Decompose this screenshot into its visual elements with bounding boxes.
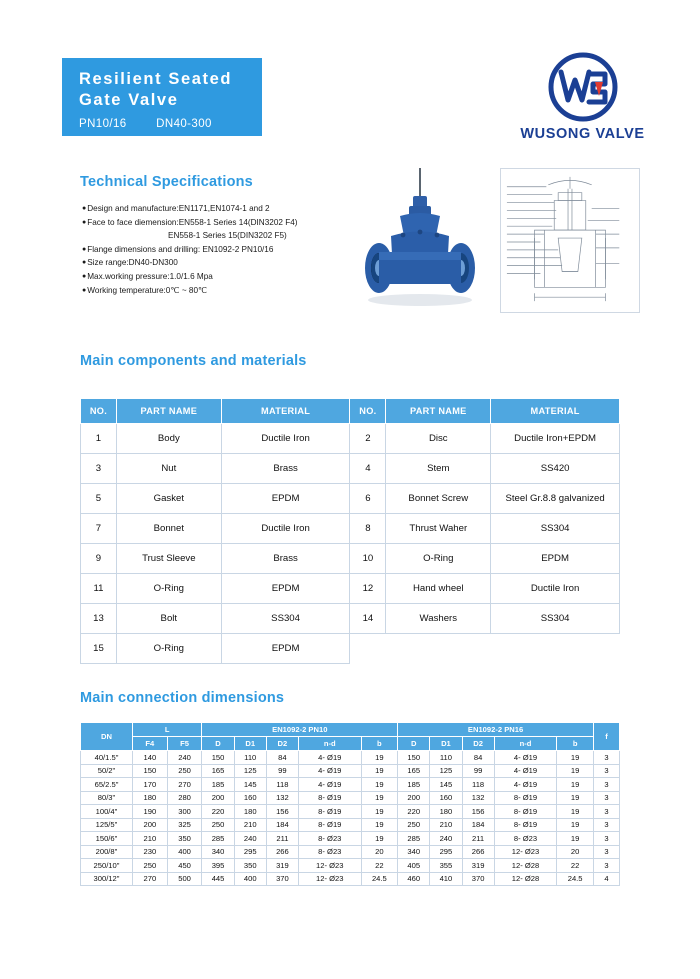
cell-d1-pn16: 125 bbox=[430, 764, 462, 778]
table-row bbox=[81, 751, 620, 765]
spec-item: ●Working temperature:0℃ ~ 80℃ bbox=[82, 285, 208, 295]
spec-item: ●Size range:DN40-DN300 bbox=[82, 258, 178, 268]
cell-d2-pn16: 319 bbox=[462, 859, 494, 873]
dimensions-table bbox=[80, 722, 620, 886]
cell-f: 3 bbox=[594, 832, 620, 846]
cell-nd-pn16: 8- Ø19 bbox=[494, 818, 557, 832]
table-row bbox=[81, 764, 620, 778]
cell-d-pn16: 200 bbox=[398, 791, 430, 805]
cell-nd-pn16: 12- Ø28 bbox=[494, 872, 557, 886]
cell-nd-pn10: 8- Ø23 bbox=[299, 845, 362, 859]
cell-d-pn16: 250 bbox=[398, 818, 430, 832]
cell-d-pn10: 340 bbox=[202, 845, 234, 859]
cell-d1-pn16: 240 bbox=[430, 832, 462, 846]
cell-no: 6 bbox=[350, 484, 386, 514]
cell-no: 15 bbox=[81, 634, 117, 664]
cell-d-pn10: 220 bbox=[202, 805, 234, 819]
cell-f4: 200 bbox=[133, 818, 168, 832]
cell-d2-pn16: 84 bbox=[462, 751, 494, 765]
cell-f: 3 bbox=[594, 805, 620, 819]
cell-f4: 180 bbox=[133, 791, 168, 805]
cell-b-pn16: 19 bbox=[557, 818, 594, 832]
spec-item: ●Design and manufacture:EN1171,EN1074-1 and 2 bbox=[82, 204, 270, 213]
cell-d2-pn16: 184 bbox=[462, 818, 494, 832]
components-heading: Main components and materials bbox=[80, 353, 307, 369]
valve-sectional-drawing bbox=[500, 168, 640, 313]
cell-b-pn10: 24.5 bbox=[361, 872, 398, 886]
cell-d1-pn10: 350 bbox=[234, 859, 266, 873]
cell-d1-pn10: 160 bbox=[234, 791, 266, 805]
product-title-block bbox=[62, 58, 262, 136]
spec-item: ●Flange dimensions and drilling: EN1092-2 PN10/16 bbox=[82, 244, 274, 254]
cell-f4: 230 bbox=[133, 845, 168, 859]
cell-no: 4 bbox=[350, 454, 386, 484]
cell-f: 3 bbox=[594, 778, 620, 792]
cell-dn: 100/4" bbox=[81, 805, 133, 819]
cell-b-pn16: 19 bbox=[557, 751, 594, 765]
col-b-pn10: b bbox=[361, 737, 398, 751]
table-row bbox=[81, 604, 620, 634]
col-group-pn16: EN1092-2 PN16 bbox=[398, 723, 594, 737]
cell-d-pn10: 285 bbox=[202, 832, 234, 846]
table-row bbox=[81, 484, 620, 514]
cell-b-pn10: 19 bbox=[361, 764, 398, 778]
cell-f5: 300 bbox=[167, 805, 202, 819]
cell-no: 3 bbox=[81, 454, 117, 484]
col-no-2: NO. bbox=[350, 399, 386, 424]
spec-item-continued: EN558-1 Series 15(DIN3202 F5) bbox=[168, 231, 287, 241]
cell-dn: 40/1.5" bbox=[81, 751, 133, 765]
cell-b-pn10: 20 bbox=[361, 845, 398, 859]
col-group-l: L bbox=[133, 723, 202, 737]
cell-partname: Bonnet Screw bbox=[386, 484, 491, 514]
cell-b-pn16: 20 bbox=[557, 845, 594, 859]
cell-material: SS304 bbox=[491, 514, 620, 544]
cell-material: Ductile Iron bbox=[491, 574, 620, 604]
cell-f: 3 bbox=[594, 751, 620, 765]
size-range: DN40-300 bbox=[156, 118, 212, 130]
cell-f5: 400 bbox=[167, 845, 202, 859]
cell-f4: 250 bbox=[133, 859, 168, 873]
cell-empty bbox=[350, 634, 386, 664]
cell-nd-pn10: 8- Ø23 bbox=[299, 832, 362, 846]
col-d2-pn16: D2 bbox=[462, 737, 494, 751]
cell-nd-pn10: 12- Ø23 bbox=[299, 859, 362, 873]
cell-d2-pn16: 99 bbox=[462, 764, 494, 778]
table-row bbox=[81, 845, 620, 859]
cell-b-pn16: 22 bbox=[557, 859, 594, 873]
cell-d1-pn16: 180 bbox=[430, 805, 462, 819]
cell-nd-pn10: 4- Ø19 bbox=[299, 764, 362, 778]
cell-d1-pn10: 180 bbox=[234, 805, 266, 819]
product-title-line1: Resilient Seated bbox=[79, 70, 233, 88]
cell-f5: 280 bbox=[167, 791, 202, 805]
cell-d-pn10: 150 bbox=[202, 751, 234, 765]
cell-material: SS304 bbox=[221, 604, 350, 634]
cell-d1-pn16: 160 bbox=[430, 791, 462, 805]
cell-f5: 250 bbox=[167, 764, 202, 778]
cell-d2-pn10: 132 bbox=[266, 791, 298, 805]
cell-material: EPDM bbox=[491, 544, 620, 574]
cell-dn: 150/6" bbox=[81, 832, 133, 846]
cell-dn: 65/2.5" bbox=[81, 778, 133, 792]
cell-d2-pn16: 132 bbox=[462, 791, 494, 805]
cell-partname: Disc bbox=[386, 424, 491, 454]
col-partname-2: PART NAME bbox=[386, 399, 491, 424]
cell-b-pn16: 19 bbox=[557, 791, 594, 805]
col-d1-pn16: D1 bbox=[430, 737, 462, 751]
table-row bbox=[81, 805, 620, 819]
cell-material: SS420 bbox=[491, 454, 620, 484]
cell-d2-pn16: 156 bbox=[462, 805, 494, 819]
cell-d2-pn10: 266 bbox=[266, 845, 298, 859]
cell-nd-pn10: 4- Ø19 bbox=[299, 778, 362, 792]
cell-d2-pn16: 266 bbox=[462, 845, 494, 859]
cell-d1-pn16: 210 bbox=[430, 818, 462, 832]
cell-f5: 325 bbox=[167, 818, 202, 832]
table-row bbox=[81, 832, 620, 846]
product-title-line2: Gate Valve bbox=[79, 91, 179, 109]
cell-partname: Gasket bbox=[116, 484, 221, 514]
table-row bbox=[81, 514, 620, 544]
cell-material: EPDM bbox=[221, 484, 350, 514]
cell-empty bbox=[386, 634, 491, 664]
cell-nd-pn16: 4- Ø19 bbox=[494, 778, 557, 792]
cell-f4: 190 bbox=[133, 805, 168, 819]
cell-no: 5 bbox=[81, 484, 117, 514]
cell-d-pn10: 200 bbox=[202, 791, 234, 805]
cell-partname: Bolt bbox=[116, 604, 221, 634]
cell-f4: 210 bbox=[133, 832, 168, 846]
cell-f4: 140 bbox=[133, 751, 168, 765]
cell-d1-pn10: 110 bbox=[234, 751, 266, 765]
cell-d1-pn16: 410 bbox=[430, 872, 462, 886]
cell-f5: 450 bbox=[167, 859, 202, 873]
table-row bbox=[81, 859, 620, 873]
col-f: f bbox=[594, 723, 620, 751]
cell-no: 9 bbox=[81, 544, 117, 574]
cell-d-pn16: 285 bbox=[398, 832, 430, 846]
table-row bbox=[81, 818, 620, 832]
cell-d-pn10: 395 bbox=[202, 859, 234, 873]
cell-dn: 300/12" bbox=[81, 872, 133, 886]
valve-product-photo bbox=[345, 160, 495, 315]
cell-b-pn10: 19 bbox=[361, 751, 398, 765]
components-table bbox=[80, 398, 620, 664]
cell-d1-pn10: 125 bbox=[234, 764, 266, 778]
cell-b-pn16: 24.5 bbox=[557, 872, 594, 886]
cell-d1-pn10: 210 bbox=[234, 818, 266, 832]
cell-nd-pn10: 4- Ø19 bbox=[299, 751, 362, 765]
cell-f5: 270 bbox=[167, 778, 202, 792]
cell-d2-pn10: 84 bbox=[266, 751, 298, 765]
cell-no: 1 bbox=[81, 424, 117, 454]
col-d1-pn10: D1 bbox=[234, 737, 266, 751]
cell-f: 3 bbox=[594, 818, 620, 832]
cell-f5: 500 bbox=[167, 872, 202, 886]
table-row bbox=[81, 791, 620, 805]
cell-d2-pn10: 370 bbox=[266, 872, 298, 886]
company-logo bbox=[495, 52, 670, 152]
cell-f: 3 bbox=[594, 791, 620, 805]
cell-d-pn16: 460 bbox=[398, 872, 430, 886]
col-f4: F4 bbox=[133, 737, 168, 751]
company-name: WUSONG VALVE bbox=[520, 126, 645, 142]
cell-b-pn16: 19 bbox=[557, 764, 594, 778]
cell-no: 2 bbox=[350, 424, 386, 454]
cell-f4: 170 bbox=[133, 778, 168, 792]
cell-d1-pn10: 145 bbox=[234, 778, 266, 792]
cell-f4: 150 bbox=[133, 764, 168, 778]
cell-d1-pn16: 145 bbox=[430, 778, 462, 792]
cell-nd-pn16: 8- Ø23 bbox=[494, 832, 557, 846]
cell-f: 3 bbox=[594, 845, 620, 859]
col-partname-1: PART NAME bbox=[116, 399, 221, 424]
cell-b-pn16: 19 bbox=[557, 805, 594, 819]
cell-b-pn10: 19 bbox=[361, 818, 398, 832]
table-row bbox=[81, 454, 620, 484]
col-d2-pn10: D2 bbox=[266, 737, 298, 751]
cell-b-pn10: 19 bbox=[361, 832, 398, 846]
table-row bbox=[81, 778, 620, 792]
col-dn: DN bbox=[81, 723, 133, 751]
cell-b-pn10: 22 bbox=[361, 859, 398, 873]
dimensions-heading: Main connection dimensions bbox=[80, 690, 285, 706]
cell-partname: Hand wheel bbox=[386, 574, 491, 604]
cell-partname: Washers bbox=[386, 604, 491, 634]
cell-b-pn16: 19 bbox=[557, 778, 594, 792]
spec-item: ●Max.working pressure:1.0/1.6 Mpa bbox=[82, 271, 213, 281]
cell-d2-pn10: 211 bbox=[266, 832, 298, 846]
cell-no: 7 bbox=[81, 514, 117, 544]
cell-d-pn16: 165 bbox=[398, 764, 430, 778]
cell-b-pn10: 19 bbox=[361, 791, 398, 805]
cell-material: Ductile Iron+EPDM bbox=[491, 424, 620, 454]
col-no-1: NO. bbox=[81, 399, 117, 424]
technical-specifications-heading: Technical Specifications bbox=[80, 174, 253, 190]
cell-no: 14 bbox=[350, 604, 386, 634]
cell-f: 3 bbox=[594, 859, 620, 873]
cell-material: Brass bbox=[221, 454, 350, 484]
cell-d2-pn10: 184 bbox=[266, 818, 298, 832]
col-b-pn16: b bbox=[557, 737, 594, 751]
cell-f4: 270 bbox=[133, 872, 168, 886]
cell-partname: Trust Sleeve bbox=[116, 544, 221, 574]
pressure-rating: PN10/16 bbox=[79, 118, 127, 130]
col-d-pn10: D bbox=[202, 737, 234, 751]
cell-material: Ductile Iron bbox=[221, 514, 350, 544]
col-d-pn16: D bbox=[398, 737, 430, 751]
cell-d-pn16: 150 bbox=[398, 751, 430, 765]
table-row bbox=[81, 634, 620, 664]
cell-partname: O-Ring bbox=[386, 544, 491, 574]
cell-partname: O-Ring bbox=[116, 574, 221, 604]
col-nd-pn16: n-d bbox=[494, 737, 557, 751]
cell-b-pn10: 19 bbox=[361, 805, 398, 819]
cell-partname: Stem bbox=[386, 454, 491, 484]
col-group-pn10: EN1092-2 PN10 bbox=[202, 723, 398, 737]
cell-d1-pn16: 295 bbox=[430, 845, 462, 859]
cell-no: 8 bbox=[350, 514, 386, 544]
cell-nd-pn10: 8- Ø19 bbox=[299, 818, 362, 832]
cell-material: Ductile Iron bbox=[221, 424, 350, 454]
cell-d-pn16: 220 bbox=[398, 805, 430, 819]
cell-d-pn10: 165 bbox=[202, 764, 234, 778]
cell-d2-pn10: 99 bbox=[266, 764, 298, 778]
cell-d1-pn10: 295 bbox=[234, 845, 266, 859]
cell-material: EPDM bbox=[221, 574, 350, 604]
cell-dn: 125/5" bbox=[81, 818, 133, 832]
table-row bbox=[81, 544, 620, 574]
cell-d-pn16: 340 bbox=[398, 845, 430, 859]
cell-d2-pn10: 118 bbox=[266, 778, 298, 792]
cell-no: 12 bbox=[350, 574, 386, 604]
cell-material: EPDM bbox=[221, 634, 350, 664]
cell-d-pn10: 250 bbox=[202, 818, 234, 832]
cell-d-pn16: 185 bbox=[398, 778, 430, 792]
cell-dn: 80/3" bbox=[81, 791, 133, 805]
cell-partname: O-Ring bbox=[116, 634, 221, 664]
cell-dn: 250/10" bbox=[81, 859, 133, 873]
cell-partname: Thrust Waher bbox=[386, 514, 491, 544]
table-row bbox=[81, 574, 620, 604]
cell-nd-pn16: 8- Ø19 bbox=[494, 791, 557, 805]
cell-partname: Bonnet bbox=[116, 514, 221, 544]
cell-d2-pn16: 211 bbox=[462, 832, 494, 846]
cell-nd-pn16: 12- Ø23 bbox=[494, 845, 557, 859]
cell-partname: Body bbox=[116, 424, 221, 454]
cell-nd-pn10: 12- Ø23 bbox=[299, 872, 362, 886]
col-f5: F5 bbox=[167, 737, 202, 751]
cell-partname: Nut bbox=[116, 454, 221, 484]
cell-no: 11 bbox=[81, 574, 117, 604]
cell-d-pn16: 405 bbox=[398, 859, 430, 873]
col-nd-pn10: n-d bbox=[299, 737, 362, 751]
cell-b-pn10: 19 bbox=[361, 778, 398, 792]
cell-material: SS304 bbox=[491, 604, 620, 634]
spec-item: ●Face to face diemension:EN558-1 Series 14(DIN3202 F4) bbox=[82, 217, 298, 227]
cell-no: 13 bbox=[81, 604, 117, 634]
cell-d1-pn16: 355 bbox=[430, 859, 462, 873]
cell-nd-pn16: 8- Ø19 bbox=[494, 805, 557, 819]
cell-d2-pn10: 156 bbox=[266, 805, 298, 819]
cell-f5: 350 bbox=[167, 832, 202, 846]
table-row bbox=[81, 872, 620, 886]
cell-d2-pn16: 370 bbox=[462, 872, 494, 886]
cell-d2-pn16: 118 bbox=[462, 778, 494, 792]
cell-d-pn10: 445 bbox=[202, 872, 234, 886]
col-material-1: MATERIAL bbox=[221, 399, 350, 424]
cell-nd-pn16: 4- Ø19 bbox=[494, 751, 557, 765]
cell-nd-pn16: 12- Ø28 bbox=[494, 859, 557, 873]
cell-f: 4 bbox=[594, 872, 620, 886]
cell-d1-pn10: 240 bbox=[234, 832, 266, 846]
cell-nd-pn10: 8- Ø19 bbox=[299, 791, 362, 805]
table-header-row bbox=[81, 399, 620, 424]
cell-empty bbox=[491, 634, 620, 664]
cell-b-pn16: 19 bbox=[557, 832, 594, 846]
cell-nd-pn10: 8- Ø19 bbox=[299, 805, 362, 819]
cell-d1-pn10: 400 bbox=[234, 872, 266, 886]
product-subtitle bbox=[79, 118, 262, 130]
cell-dn: 200/8" bbox=[81, 845, 133, 859]
cell-dn: 50/2" bbox=[81, 764, 133, 778]
col-material-2: MATERIAL bbox=[491, 399, 620, 424]
cell-f5: 240 bbox=[167, 751, 202, 765]
dim-header-row-2 bbox=[81, 737, 620, 751]
wusong-logo-icon bbox=[537, 52, 629, 122]
table-row bbox=[81, 424, 620, 454]
cell-material: Brass bbox=[221, 544, 350, 574]
cell-d-pn10: 185 bbox=[202, 778, 234, 792]
cell-d2-pn10: 319 bbox=[266, 859, 298, 873]
cell-no: 10 bbox=[350, 544, 386, 574]
cell-d1-pn16: 110 bbox=[430, 751, 462, 765]
cell-f: 3 bbox=[594, 764, 620, 778]
cell-material: Steel Gr.8.8 galvanized bbox=[491, 484, 620, 514]
dim-header-row-1 bbox=[81, 723, 620, 737]
cell-nd-pn16: 4- Ø19 bbox=[494, 764, 557, 778]
